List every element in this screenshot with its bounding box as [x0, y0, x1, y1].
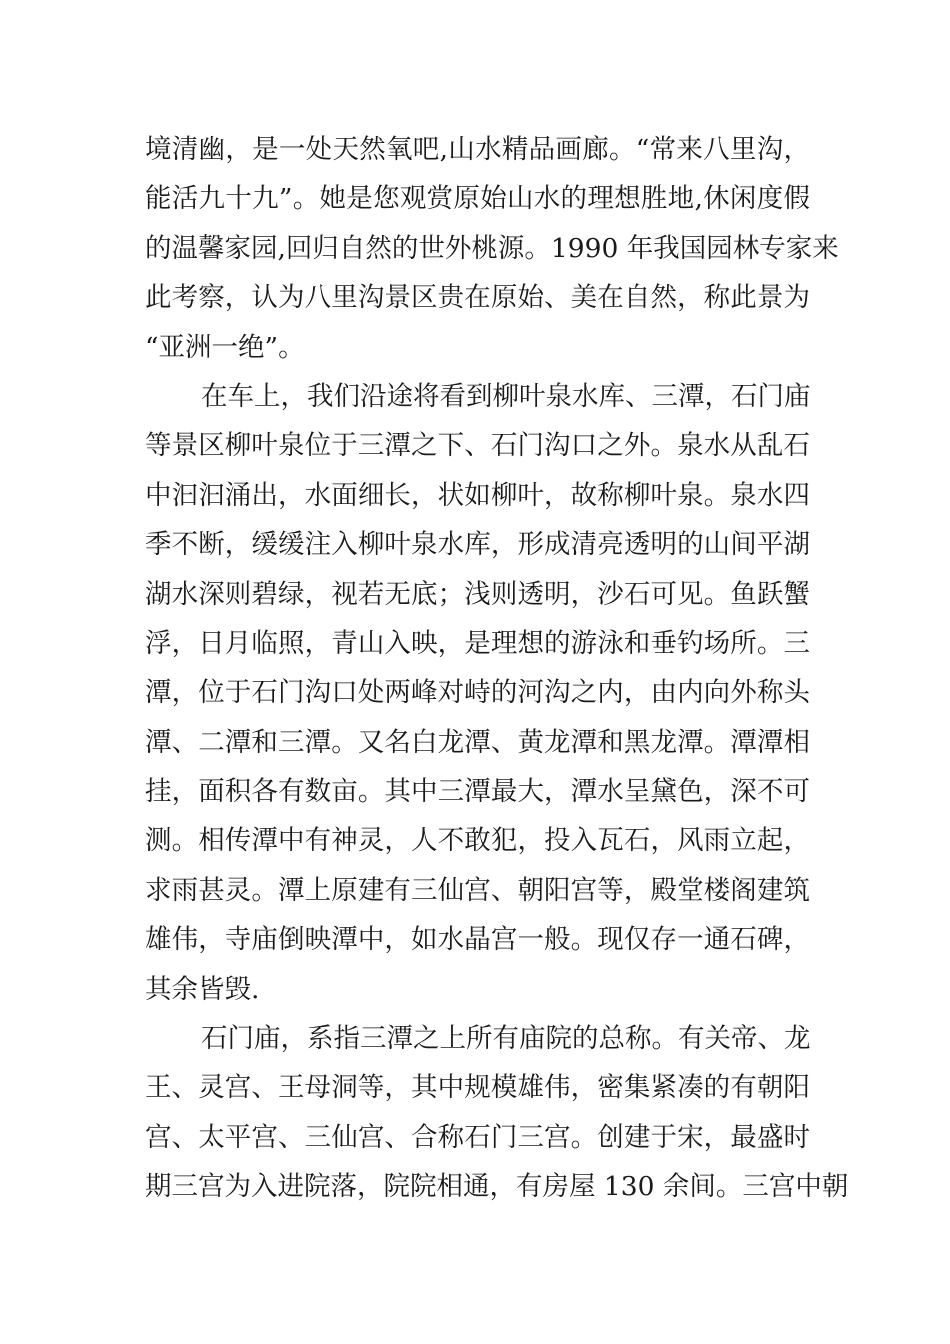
text-line: 潭、二潭和三潭。又名白龙潭、黄龙潭和黑龙潭。潭潭相 — [145, 726, 810, 758]
text-line: 测。相传潭中有神灵，人不敢犯，投入瓦石，风雨立起， — [145, 825, 810, 857]
text-line: 雄伟，寺庙倒映潭中，如水晶宫一般。现仅存一通石碑， — [145, 924, 810, 956]
text-line: 王、灵宫、王母洞等，其中规模雄伟，密集紧凑的有朝阳 — [145, 1072, 810, 1104]
text-line: 求雨甚灵。潭上原建有三仙宫、朝阳宫等，殿堂楼阁建筑 — [145, 874, 810, 906]
text-line: 季不断，缓缓注入柳叶泉水库，形成清亮透明的山间平湖 — [145, 529, 810, 561]
text-line: 湖水深则碧绿，视若无底；浅则透明，沙石可见。鱼跃蟹 — [145, 578, 810, 610]
text-line: 其余皆毁. — [145, 973, 260, 1005]
text-line: 能活九十九”。她是您观赏原始山水的理想胜地,休闲度假 — [145, 183, 810, 215]
text-line: 潭，位于石门沟口处两峰对峙的河沟之内，由内向外称头 — [145, 677, 810, 709]
text-line: 此考察，认为八里沟景区贵在原始、美在自然，称此景为 — [145, 282, 810, 314]
text-line: 期三宫为入进院落，院院相通，有房屋 130 余间。三宫中朝 — [145, 1171, 849, 1203]
text-line: 中汩汩涌出，水面细长，状如柳叶，故称柳叶泉。泉水四 — [145, 479, 810, 511]
text-line: 浮，日月临照，青山入映，是理想的游泳和垂钓场所。三 — [145, 627, 810, 659]
text-line: 挂，面积各有数亩。其中三潭最大，潭水呈黛色，深不可 — [145, 776, 810, 808]
text-line: 等景区柳叶泉位于三潭之下、石门沟口之外。泉水从乱石 — [145, 430, 810, 462]
text-line: 境清幽，是一处天然氧吧,山水精品画廊。“常来八里沟， — [145, 134, 810, 165]
text-line: 石门庙，系指三潭之上所有庙院的总称。有关帝、龙 — [201, 1023, 811, 1055]
text-line: 的温馨家园,回归自然的世外桃源。1990 年我国园林专家来 — [145, 232, 839, 264]
body-text — [145, 125, 849, 1212]
text-line: 在车上，我们沿途将看到柳叶泉水库、三潭，石门庙 — [201, 380, 811, 412]
text-line: 宫、太平宫、三仙宫、合称石门三宫。创建于宋，最盛时 — [145, 1121, 810, 1153]
text-line: “亚洲一绝”。 — [145, 331, 305, 363]
